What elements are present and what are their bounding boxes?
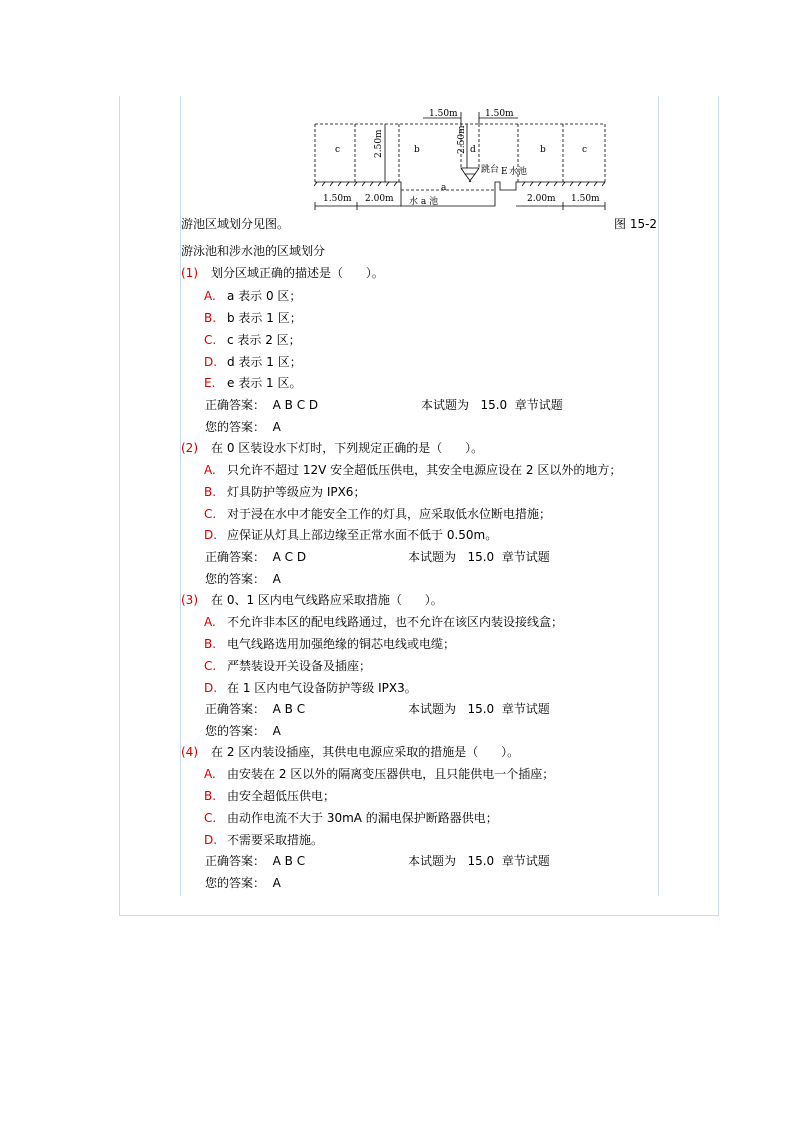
dim-bottom-1: 1.50m (323, 194, 352, 204)
your-answer: 您的答案： A (205, 420, 281, 434)
option-letter: B. (204, 311, 217, 325)
option-letter: C. (204, 659, 217, 673)
correct-answer: 正确答案： A B C (205, 702, 306, 716)
option-text: 不需要采取措施。 (227, 833, 324, 847)
option-letter: A. (204, 289, 216, 303)
zone-b-right: b (540, 145, 546, 155)
question-stem: 在 2 区内装设插座，其供电电源应采取的措施是（ ）。 (211, 745, 520, 759)
score-info: 本试题为 15.0 章节试题 (408, 702, 550, 716)
zone-e: E (501, 167, 508, 177)
option-text: 在 1 区内电气设备防护等级 IPX3。 (227, 681, 417, 695)
score-info: 本试题为 15.0 章节试题 (408, 550, 550, 564)
option-letter: A. (204, 615, 216, 629)
option-letter: B. (204, 789, 217, 803)
dim-top-left: 1.50m (429, 109, 458, 119)
option-letter: D. (204, 833, 218, 847)
pool-label: 水 a 池 (409, 197, 439, 207)
option-text: 应保证从灯具上部边缘至正常水面不低于 0.50m。 (227, 528, 498, 542)
option-letter: A. (204, 767, 216, 781)
option-text: 灯具防护等级应为 IPX6； (227, 485, 366, 499)
option-letter: C. (204, 333, 217, 347)
zone-c-left: c (335, 145, 341, 155)
question-number: (2) (181, 441, 198, 455)
option-letter: B. (204, 485, 217, 499)
correct-answer: 正确答案： A B C (205, 854, 306, 868)
zone-d: d (470, 145, 476, 155)
pool-zone-diagram (313, 108, 611, 216)
dim-bottom-2: 2.00m (365, 194, 394, 204)
correct-answer: 正确答案： A B C D (205, 398, 319, 412)
option-letter: A. (204, 463, 216, 477)
option-text: 电气线路选用加强绝缘的铜芯电线或电缆； (227, 637, 456, 651)
score-info: 本试题为 15.0 章节试题 (421, 398, 563, 412)
option-letter: D. (204, 528, 218, 542)
score-info: 本试题为 15.0 章节试题 (408, 854, 550, 868)
dim-height-right: 2.50m (457, 125, 467, 154)
zone-b-left: b (414, 145, 420, 155)
question-stem: 在 0 区装设水下灯时，下列规定正确的是（ ）。 (211, 441, 484, 455)
zone-a: a (441, 183, 447, 193)
option-text: 由动作电流不大于 30mA 的漏电保护断路器供电； (227, 811, 498, 825)
option-text: 由安全超低压供电； (227, 789, 336, 803)
figure-number: 图 15-2 (614, 217, 658, 231)
question-stem: 在 0、1 区内电气线路应采取措施（ ）。 (211, 593, 443, 607)
option-text: 不允许非本区的配电线路通过，也不允许在该区内装设接线盒； (227, 615, 564, 629)
figure-caption: 游泳池和涉水池的区域划分 (181, 244, 326, 258)
pond-label: 水池 (509, 167, 528, 177)
platform-label: 跳台 (481, 165, 500, 175)
intro-text: 游池区域划分见图。 (181, 217, 290, 231)
question-number: (4) (181, 745, 198, 759)
option-letter: C. (204, 507, 217, 521)
option-text: 只允许不超过 12V 安全超低压供电，其安全电源应设在 2 区以外的地方； (227, 463, 622, 477)
option-text: d 表示 1 区； (227, 355, 302, 369)
dim-top-right: 1.50m (485, 109, 514, 119)
your-answer: 您的答案： A (205, 572, 281, 586)
option-text: c 表示 2 区； (227, 333, 301, 347)
your-answer: 您的答案： A (205, 876, 281, 890)
option-letter: D. (204, 355, 218, 369)
option-text: 对于浸在水中才能安全工作的灯具，应采取低水位断电措施； (227, 507, 552, 521)
option-letter: D. (204, 681, 218, 695)
option-letter: C. (204, 811, 217, 825)
option-text: e 表示 1 区。 (227, 376, 302, 390)
dim-bottom-4: 1.50m (571, 194, 600, 204)
option-letter: B. (204, 637, 217, 651)
option-text: b 表示 1 区； (227, 311, 302, 325)
dim-height-left: 2.50m (374, 129, 384, 158)
option-text: a 表示 0 区； (227, 289, 302, 303)
option-letter: E. (204, 376, 216, 390)
zone-c-right: c (582, 145, 588, 155)
option-text: 严禁装设开关设备及插座； (227, 659, 372, 673)
dim-bottom-3: 2.00m (527, 194, 556, 204)
correct-answer: 正确答案： A C D (205, 550, 307, 564)
question-number: (3) (181, 593, 198, 607)
option-text: 由安装在 2 区以外的隔离变压器供电，且只能供电一个插座； (227, 767, 555, 781)
question-number: (1) (181, 266, 198, 280)
your-answer: 您的答案： A (205, 724, 281, 738)
question-stem: 划分区域正确的描述是（ ）。 (211, 266, 384, 280)
